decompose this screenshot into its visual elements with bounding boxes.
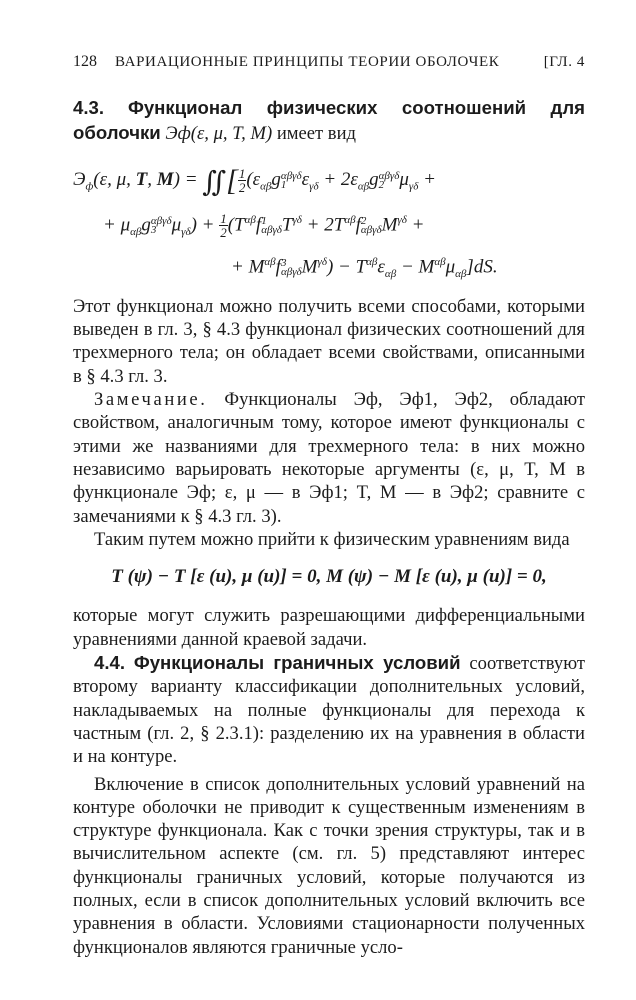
running-head	[73, 50, 585, 74]
equation-functional	[73, 159, 585, 281]
chapter-marker: [ГЛ. 4	[543, 54, 585, 70]
section-4-4-number: 4.4.	[94, 652, 126, 674]
remark-label: Замечание.	[94, 389, 208, 411]
section-number: 4.3.	[73, 97, 105, 119]
book-page	[73, 50, 585, 959]
paragraph-1: Этот функционал можно получить всеми способами, которыми выведен в гл. 3, § 4.3 функционал физических соотношений для трехмерного тела; он обладает всеми свойствами, описанными в § 4.3 гл. 3.	[73, 295, 585, 387]
equation-line-3: + $M^{\alpha\beta}f$ 3 αβγδ $M^{\gamma\delta}) - T^{\alpha\beta}\varepsilon_{\alpha\beta} - M^{\alpha\beta}\mu_{\alpha\beta}]dS$.	[231, 255, 498, 281]
section-title: Функционал физических соотношений для оболочки	[73, 97, 585, 143]
section-title-tail: имеет вид	[276, 122, 356, 144]
section-4-4-text: соответствуют второму варианту классификации дополнительных условий, накладываемых на полные функционалы для перехода к частным (гл. 2, § 2.3.1): разделению их на уравнения в области и на контуре.	[73, 653, 585, 768]
remark-paragraph	[73, 388, 585, 528]
section-4-4-title: Функционалы граничных условий	[133, 652, 461, 674]
paragraph-4: Включение в список дополнительных условий уравнений на контуре оболочки не приводит к существенным изменениям в структуре функционала. Как с точки зрения структуры, так и в вычислительном аспекте (см. гл. 5) представляют интерес функционалы граничных условий, которые получаются из полных, если в список дополнительных условий включить все уравнения в области. Условиями стационарности полученных функционалов являются граничные усло-	[73, 773, 585, 958]
section-4-4-paragraph	[73, 651, 585, 768]
section-4-3-heading	[73, 96, 585, 145]
equation-line-2: + $\mu_{\alpha\beta}g$ αβγδ 3 $\mu_{\gamma\delta}$) + $\frac{1}{2}$ ($T^{\alpha\beta}f$ 1 αβγδ $T^{\gamma\delta} + 2T^{\alpha\beta}f$ 2 αβγδ $M^{\gamma\delta}$ +	[103, 211, 425, 241]
equation-line-1: $Э_ф(\varepsilon$, μ, T, M) = ∬[ $\frac{1}{2}$ ($\varepsilon_{\alpha\beta}g$ αβγδ 1 $\varepsilon_{\gamma\delta} + 2\varepsilon_{\alpha\beta}g$ αβγδ 2 $\mu_{\gamma\delta}$ +	[73, 163, 436, 198]
functional-notation: Эф(ε, μ, T, M)	[165, 122, 273, 144]
page-number: 128	[73, 53, 97, 70]
paragraph-2: Таким путем можно прийти к физическим уравнениям вида	[94, 528, 570, 550]
paragraph-3: которые могут служить разрешающими дифференциальными уравнениями данной краевой задачи.	[73, 605, 585, 650]
running-title: ВАРИАЦИОННЫЕ ПРИНЦИПЫ ТЕОРИИ ОБОЛОЧЕК	[115, 54, 500, 70]
equation-physical: T (ψ) − T [ε (u), μ (u)] = 0, M (ψ) − M [ε (u), μ (u)] = 0,	[111, 566, 547, 588]
remark-text: Функционалы Эф, Эф1, Эф2, обладают свойством, аналогичным тому, которое имеют функционалы с этими же названиями для трехмерного тела: в них можно независимо варьировать некоторые аргументы (ε, μ, T, M в функционале Эф; ε, μ — в Эф1; T, M — в Эф2; сравните с замечаниями к § 4.3 гл. 3).	[73, 389, 585, 527]
